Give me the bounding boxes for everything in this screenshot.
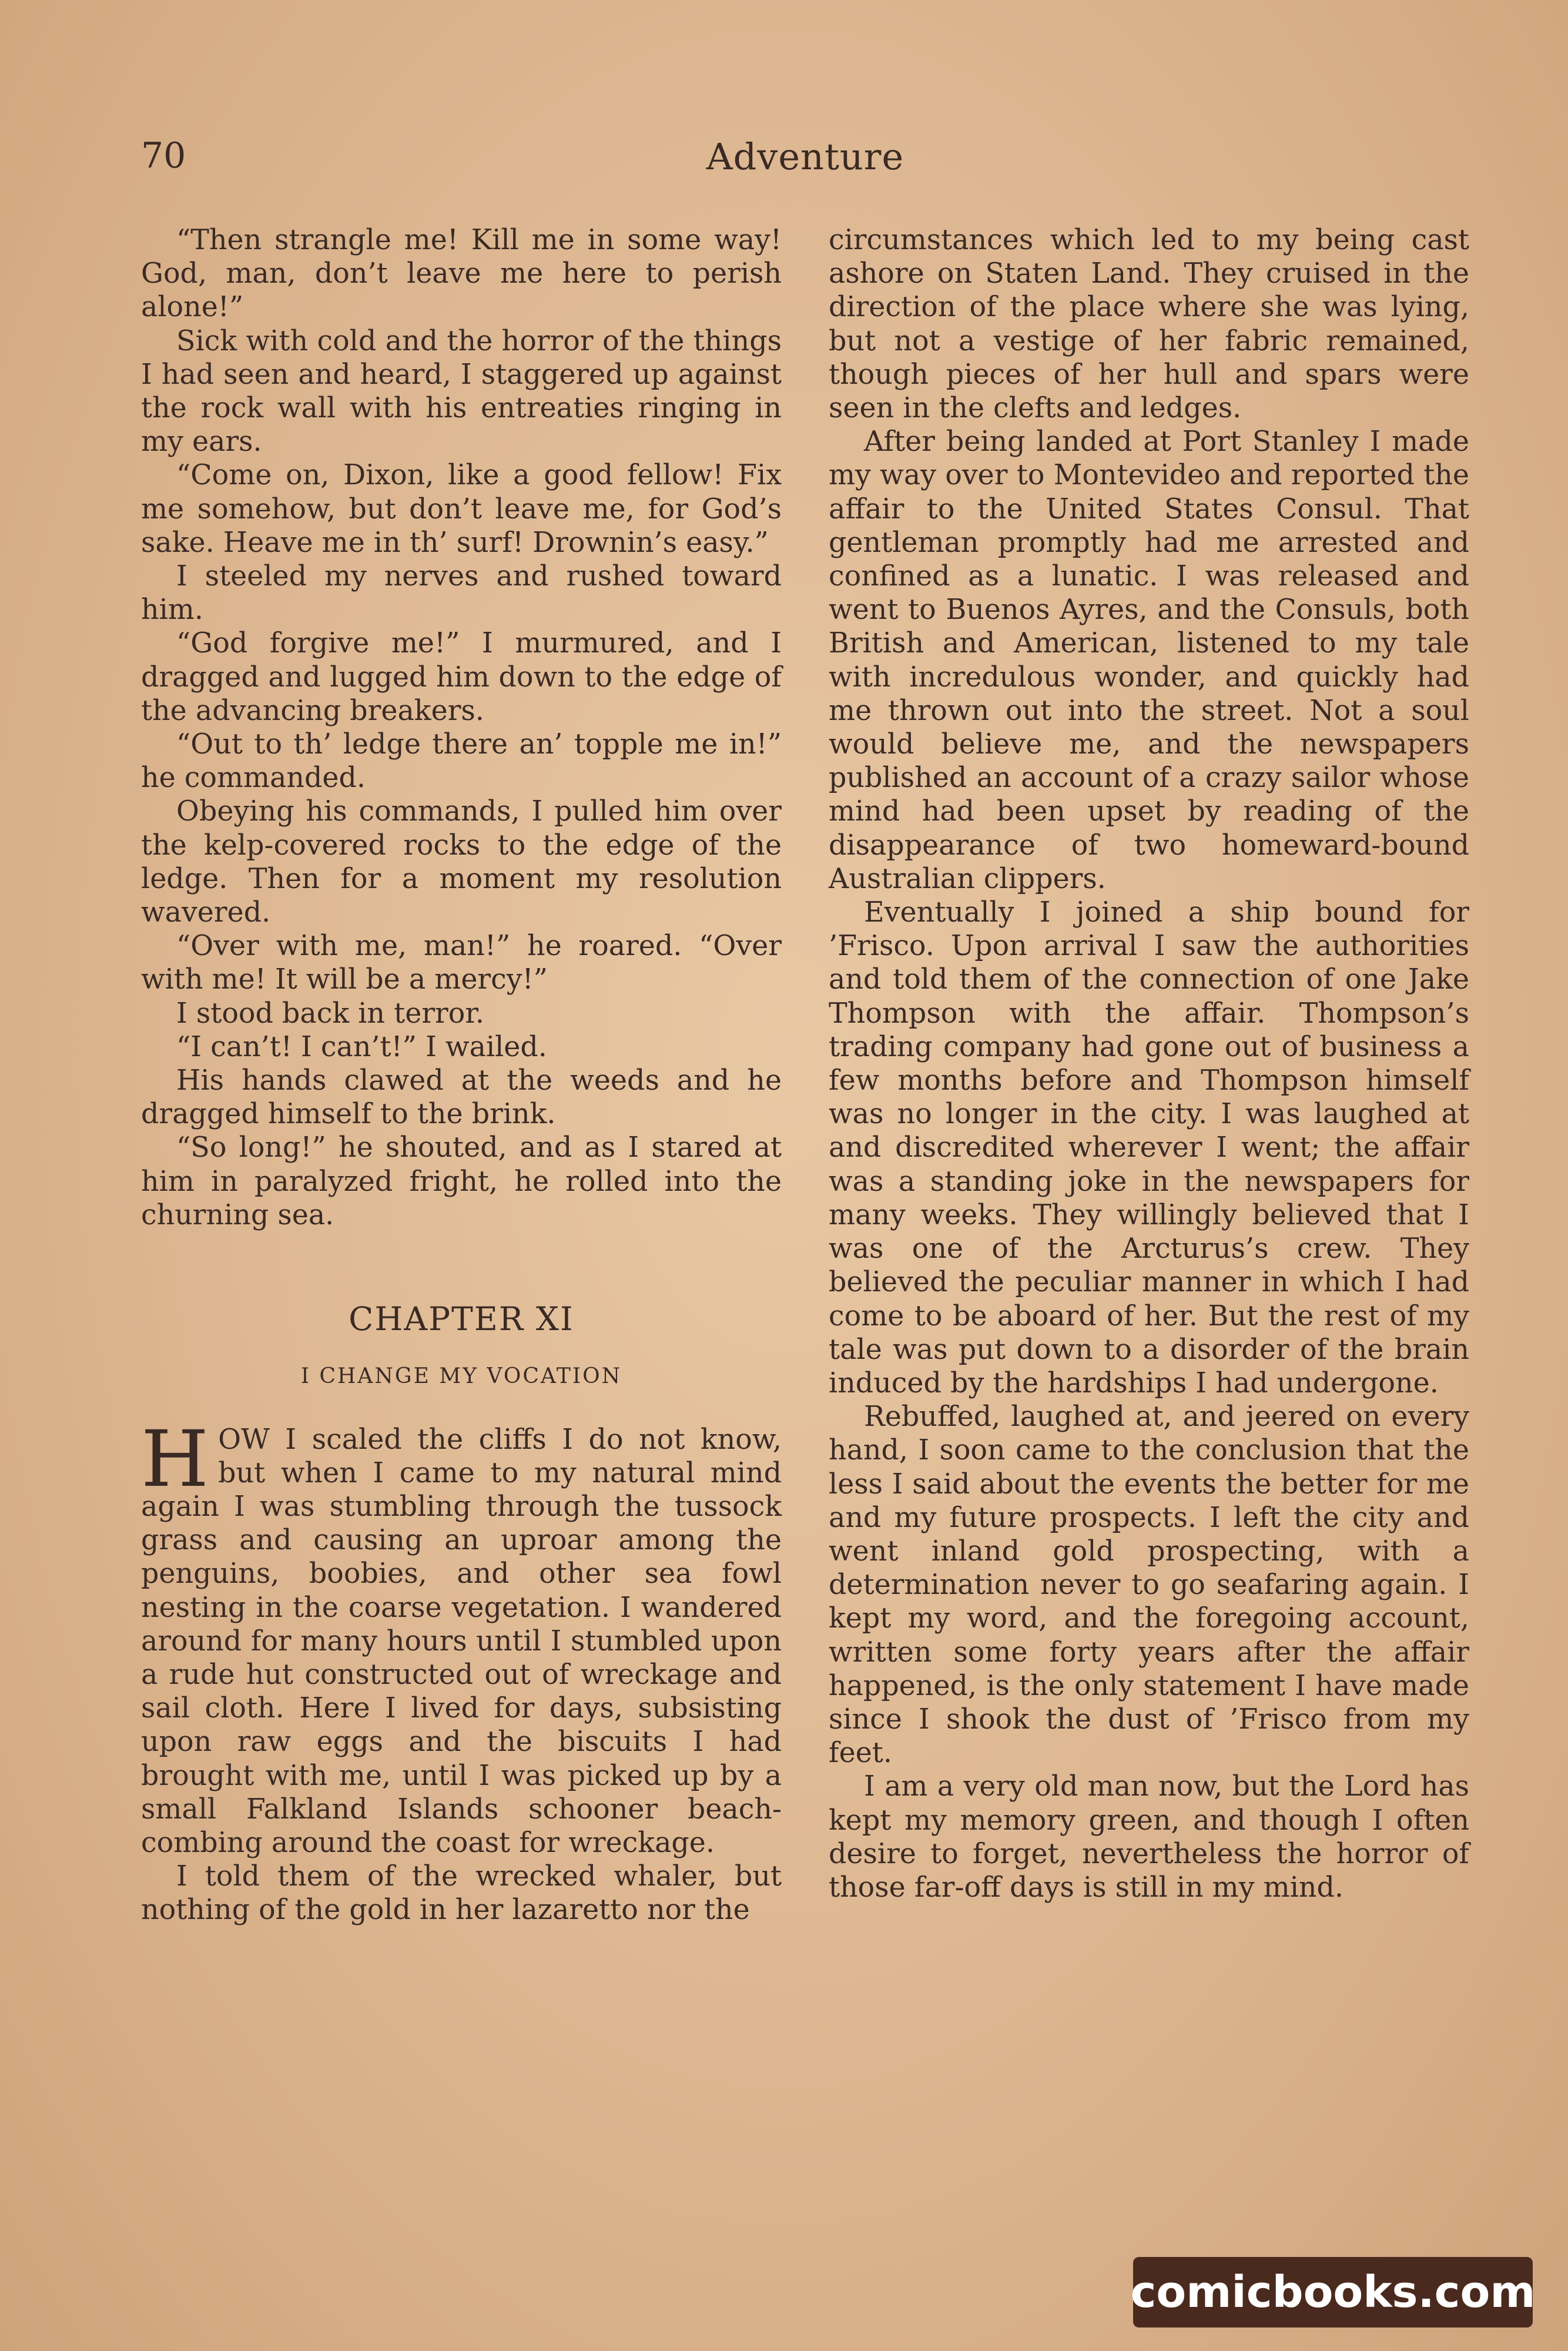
paragraph: “Over with me, man!” he roared. “Over with me! It will be a mercy!” [141,930,782,996]
paragraph: “I can’t! I can’t!” I wailed. [176,1030,547,1063]
running-title: Adventure [706,135,904,178]
paragraph: I stood back in terror. [176,997,484,1030]
right-column [829,223,1469,1904]
chapter-opening-paragraph [141,1414,782,1860]
paragraph: “Then strangle me! Kill me in some way! God, man, don’t leave me here to perish alone!” [141,224,782,324]
paragraph: Obeying his commands, I pulled him over the kelp-covered rocks to the edge of the ledge. Then for a moment my resolution wavered. [141,795,782,929]
paragraph: “So long!” he shouted, and as I stared at him in paralyzed fright, he rolled into the churning sea. [141,1131,782,1231]
paragraph: “Out to th’ ledge there an’ topple me in!” he commanded. [141,728,782,795]
chapter-opening-text: OW I scaled the cliffs I do not know, but when I came to my natural mind again I was stumbling through the tussock grass and causing an uproar among the penguins, boobies, and other sea fowl nesting in the coarse vegetation. I wandered around for many hours until I stumbled upon a rude hut constructed out of wreckage and sail cloth. Here I lived for days, subsisting upon raw eggs and the biscuits I had brought with me, until I was picked up by a small Falkland Islands schooner beach-combing around the coast for wreckage. [141,1423,782,1859]
continued-paragraph: circumstances which led to my being cast ashore on Staten Land. They cruised in the direction of the place where she was lying, but not a vestige of her fabric remained, though pieces of her hull and spars were seen in the clefts and ledges. [829,224,1469,425]
paragraph: His hands clawed at the weeds and he dragged himself to the brink. [141,1064,782,1131]
paragraph: After being landed at Port Stanley I made my way over to Montevideo and reported the affair to the United States Consul. That gentleman promptly had me arrested and confined as a lunatic. I was released and went to Buenos Ayres, and the Consuls, both British and American, listened to my tale with incredulous wonder, and quickly had me thrown out into the street. Not a soul would believe me, and the newspapers published an account of a crazy sailor whose mind had been upset by reading of the disappearance of two homeward-bound Australian clippers. [829,426,1469,895]
chapter-subtitle: I CHANGE MY VOCATION [300,1364,622,1389]
paragraph: I am a very old man now, but the Lord has kept my memory green, and though I often desire to forget, nevertheless the horror of those far-off days is still in my mind. [829,1770,1469,1904]
left-column [141,223,782,1927]
chapter-heading: CHAPTER XI [349,1300,574,1338]
paragraph: “God forgive me!” I murmured, and I dragged and lugged him down to the edge of the advancing breakers. [141,627,782,727]
paragraph: Eventually I joined a ship bound for ’Frisco. Upon arrival I saw the authorities and told them of the connection of one Jake Thompson with the affair. Thompson’s trading company had gone out of business a few months before and Thompson himself was no longer in the city. I was laughed at and discredited wherever I went; the affair was a standing joke in the newspapers for many weeks. They willingly believed that I was one of the Arcturus’s crew. They believed the peculiar manner in which I had come to be aboard of her. But the rest of my tale was put down to a disorder of the brain induced by the hardships I had undergone. [829,896,1469,1399]
drop-cap: H [141,1414,209,1505]
watermark-logo: comicbooks.com [1133,2257,1533,2327]
paragraph: Rebuffed, laughed at, and jeered on every hand, I soon came to the conclusion that the less I said about the events the better for me and my future prospects. I left the city and went inland gold prospecting, with a determination never to go seafaring again. I kept my word, and the foregoing account, written some forty years after the affair happened, is the only statement I have made since I shook the dust of ’Frisco from my feet. [829,1401,1469,1770]
paragraph: I told them of the wrecked whaler, but nothing of the gold in her lazaretto nor the [141,1860,782,1927]
page-header [141,135,1469,200]
paragraph: Sick with cold and the horror of the things I had seen and heard, I staggered up against the rock wall with his entreaties ringing in my ears. [141,324,782,458]
paragraph: I steeled my nerves and rushed toward him. [141,560,782,627]
paragraph: “Come on, Dixon, like a good fellow! Fix me somehow, but don’t leave me, for God’s sake. Heave me in th’ surf! Drownin’s easy.” [141,459,782,559]
page-number: 70 [141,135,186,176]
